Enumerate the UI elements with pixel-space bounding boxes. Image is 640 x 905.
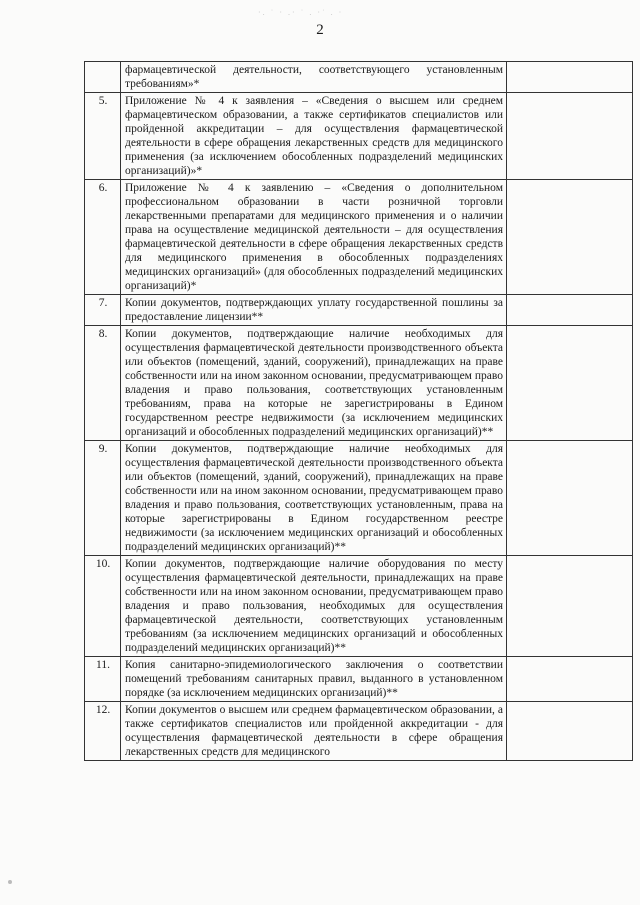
scan-speck [8,880,12,884]
row-text: Копии документов, подтверждающие наличие необходимых для осуществления фармацевтической деятельности производственного объекта или объектов (помещений, зданий, сооружений), принадлежащих на праве собственности или на ином законном основании, предусматривающем право владения и право пользования, соответствующих установленным, права на которые зарегистрированы в Едином государственном реестре недвижимости (за исключением медицинских организаций и обособленных подразделений медицинских организаций)** [121,441,507,556]
table-row [85,180,633,295]
page-number: 2 [316,22,324,38]
row-text: Приложение № 4 к заявления – «Сведения о высшем или среднем фармацевтическом образовании, а также сертификатов специалистов или пройденной аккредитации – для осуществления фармацевтической деятельности в сфере обращения лекарственных средств для медицинского применения (за исключением обособленных подразделений медицинских организаций)»* [121,93,507,180]
row-number [85,62,121,93]
table-row [85,657,633,702]
row-number: 10. [85,556,121,657]
row-number: 5. [85,93,121,180]
row-empty-cell [507,62,633,93]
row-empty-cell [507,295,633,326]
row-empty-cell [507,180,633,295]
row-number: 8. [85,326,121,441]
row-text: Копии документов о высшем или среднем фармацевтическом образовании, а также сертификатов специалистов или пройденной аккредитации - для осуществления фармацевтической деятельности в сфере обращения лекарственных средств для медицинского [121,702,507,761]
row-number: 7. [85,295,121,326]
row-empty-cell [507,556,633,657]
row-text: Приложение № 4 к заявлению – «Сведения о дополнительном профессиональном образовании в части розничной торговли лекарственными препаратами для медицинского применения и о наличии права на осуществление медицинской деятельности – для осуществления фармацевтической деятельности в сфере обращения лекарственных средств для медицинского применения в обособленных подразделениях медицинских организаций» (для обособленных подразделений медицинских организаций)* [121,180,507,295]
table-row [85,93,633,180]
row-text: Копии документов, подтверждающих уплату государственной пошлины за предоставление лицензии** [121,295,507,326]
table-row [85,556,633,657]
row-number: 6. [85,180,121,295]
table-row [85,702,633,761]
table-row [85,326,633,441]
row-empty-cell [507,657,633,702]
row-text: Копия санитарно-эпидемиологического заключения о соответствии помещений требованиям санитарных правил, выданного в установленном порядке (за исключением медицинских организаций)** [121,657,507,702]
row-text: фармацевтической деятельности, соответствующего установленным требованиям»* [121,62,507,93]
scan-artifact: ·. ˙ · .· ˙ . ·˙ . · [258,8,344,17]
row-number: 12. [85,702,121,761]
documents-table [84,61,633,761]
table-row [85,295,633,326]
row-text: Копии документов, подтверждающие наличие оборудования по месту осуществления фармацевтической деятельности, принадлежащих на праве собственности или на ином законном основании, предусматривающем право владения и право пользования, необходимых для осуществления фармацевтической деятельности, соответствующих установленным требованиям (за исключением медицинских организаций и обособленных подразделений медицинских организаций)** [121,556,507,657]
row-empty-cell [507,93,633,180]
table-row [85,62,633,93]
row-empty-cell [507,326,633,441]
row-number: 9. [85,441,121,556]
table-row [85,441,633,556]
row-empty-cell [507,441,633,556]
row-text: Копии документов, подтверждающие наличие необходимых для осуществления фармацевтической деятельности производственного объекта или объектов (помещений, зданий, сооружений), принадлежащих на праве собственности или на ином законном основании, предусматривающем право владения и право пользования, соответствующих установленным требованиям, права на которые не зарегистрированы в Едином государственном реестре недвижимости (за исключением медицинских организаций и обособленных подразделений медицинских организаций)** [121,326,507,441]
row-number: 11. [85,657,121,702]
row-empty-cell [507,702,633,761]
